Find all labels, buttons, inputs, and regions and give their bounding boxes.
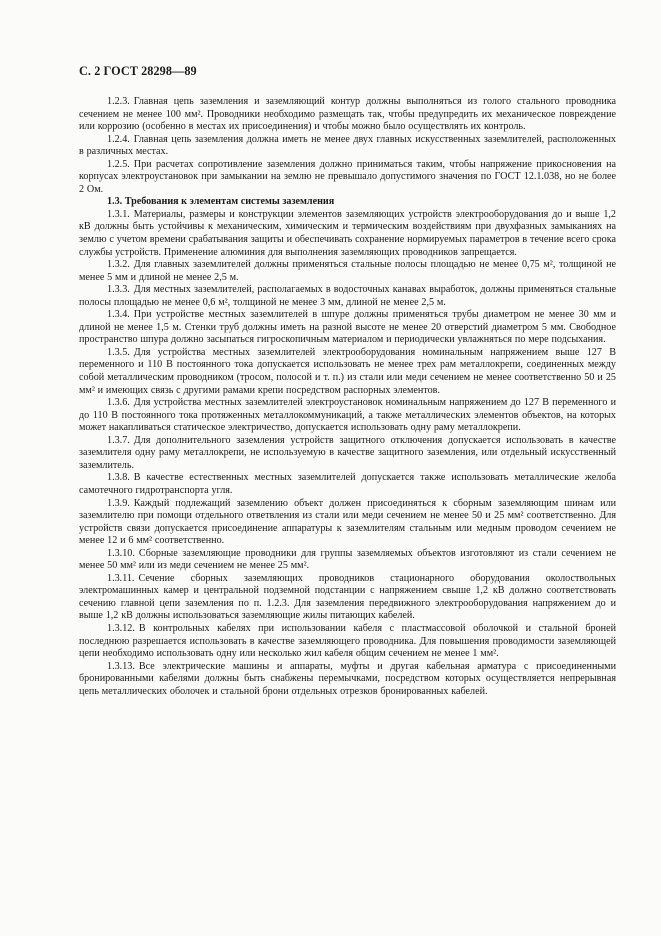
paragraph-1-3-1 xyxy=(79,209,616,259)
paragraph-text: При устройстве местных заземлителей в шпуре должны применяться трубы диаметром не менее 30 мм и длиной не менее 1,5 м. Стенки труб должны иметь на разной высоте не менее 20 отверстий диаметром 5 мм. Свободное пространство шпура должно засыпаться гигроскопичным материалом и периодически увлажняться по мере подсыхания. xyxy=(79,309,616,346)
paragraph-number: 1.3.11. xyxy=(107,572,135,584)
document-body xyxy=(79,96,616,698)
paragraph-1-3-13 xyxy=(79,661,616,699)
paragraph-1-3-9 xyxy=(79,498,616,548)
paragraph-text: Сборные заземляющие проводники для группы заземляемых объектов изготовляют из стали сечением не менее 50 мм² или из меди сечением не менее 25 мм². xyxy=(79,547,616,572)
paragraph-text: Для устройства местных заземлителей электроустановок номинальным напряжением до 127 В переменного и до 110 В постоянного тока протяженных металлокоммуникаций, а также металлических элементов объектов, на которых может накапливаться статическое электричество, допускается использовать одну раму металлокрепи. xyxy=(79,397,616,434)
paragraph-1-3-12 xyxy=(79,623,616,661)
paragraph-number: 1.2.3. xyxy=(107,96,130,107)
page-header: С. 2 ГОСТ 28298—89 xyxy=(79,64,197,78)
paragraph-number: 1.3.13. xyxy=(107,660,135,672)
paragraph-text: Все электрические машины и аппараты, муфты и другая кабельная арматура с присоединенными бронированными кабелями должны быть снабжены перемычками, посредством которых осуществляется непрерывная цепь металлических оболочек и стальной брони отдельных отрезков бронированных кабелей. xyxy=(79,660,616,697)
paragraph-text: В контрольных кабелях при использовании кабеля с пластмассовой оболочкой и стальной броней последнюю разрешается использовать в качестве заземляющего проводника. Для повышения проводимости заземляющей цепи необходимо использовать одну или несколько жил кабеля общим сечением не менее 1 мм². xyxy=(79,622,616,660)
paragraph-1-3-7 xyxy=(79,435,616,473)
paragraph-number: 1.3.2. xyxy=(107,259,130,271)
paragraph-number: 1.3.6. xyxy=(107,397,130,409)
paragraph-1-3-3 xyxy=(79,284,616,309)
paragraph-1-2-5 xyxy=(79,159,616,197)
paragraph-1-3-8 xyxy=(79,472,616,497)
paragraph-number: 1.3.9. xyxy=(107,497,130,509)
paragraph-number: 1.3.8. xyxy=(107,472,130,484)
paragraph-text: Каждый подлежащий заземлению объект должен присоединяться к сборным заземляющим шинам или заземлителю при помощи отдельного ответвления из стали или меди сечением не менее 50 и 25 мм² соответственно. Для устройств связи допускается присоединение аппаратуры к заземлителям стальным или медным проводом сечением не менее 12 и 6 мм² соответственно. xyxy=(79,497,616,547)
paragraph-1-3-10 xyxy=(79,548,616,573)
paragraph-number: 1.2.5. xyxy=(107,158,130,170)
paragraph-text: Для дополнительного заземления устройств защитного отключения допускается использовать в качестве заземлителя одну раму металлокрепи, не используемую в качестве защитного заземления, или отдельный искусственный заземлитель. xyxy=(79,434,616,471)
paragraph-number: 1.3.1. xyxy=(107,208,130,220)
paragraph-text: Для устройства местных заземлителей электрооборудования номинальным напряжением выше 127 В переменного и 110 В постоянного тока допускается использовать не менее трех рам металлокрепи, соединенных между собой металлическим проводником (тросом, полосой и т. п.) из стали или меди сечением не менее соответственно 50 и 25 мм² и имеющих связь с другими рамами крепи посредством распорных элементов. xyxy=(79,346,616,396)
paragraph-1-3-5 xyxy=(79,347,616,397)
paragraph-number: 1.3.10. xyxy=(107,547,135,559)
paragraph-text: Сечение сборных заземляющих проводников стационарного оборудования околоствольных электромашинных камер и центральной подземной подстанции с напряжением свыше 1,2 кВ должно соответствовать сечению главной цепи заземления по п. 1.2.3. Для заземления передвижного электрооборудования напряжением до и выше 1,2 кВ должны использоваться заземляющие жилы питающих кабелей. xyxy=(79,572,616,622)
paragraph-text: Для местных заземлителей, располагаемых в водосточных канавах выработок, должны применяться стальные полосы площадью не менее 0,6 м², толщиной не менее 3 мм, длиной не менее 2,5 м. xyxy=(79,284,616,308)
paragraph-1-3-2 xyxy=(79,259,616,284)
paragraph-text: Материалы, размеры и конструкции элементов заземляющих устройств электрооборудования до и выше 1,2 кВ должны быть устойчивы к механическим, химическим и термическим воздействиям при двухфазных замыканиях на землю с учетом времени срабатывания защиты и обеспечивать сохранение нормируемых параметров в течение всего срока службы устройств. Применение алюминия для выполнения заземляющих проводников запрещается. xyxy=(79,208,616,258)
paragraph-text: Главная цепь заземления должна иметь не менее двух главных искусственных заземлителей, расположенных в различных местах. xyxy=(79,133,616,158)
paragraph-text: В качестве естественных местных заземлителей допускается также использовать металлические желоба самотечного гидротранспорта угля. xyxy=(79,472,616,496)
paragraph-number: 1.2.4. xyxy=(107,133,130,145)
paragraph-1-2-3 xyxy=(79,96,616,134)
paragraph-1-2-4 xyxy=(79,134,616,159)
paragraph-1-3-11 xyxy=(79,573,616,623)
paragraph-text: Главная цепь заземления и заземляющий контур должны выполняться из голого стального проводника сечением не менее 100 мм². Проводники необходимо размещать так, чтобы предупредить их механическое повреждение или коррозию (особенно в местах их присоединения) и чтобы можно было осуществлять их контроль. xyxy=(79,96,616,133)
section-heading: 1.3. Требования к элементам системы заземления xyxy=(107,196,335,208)
paragraph-number: 1.3.5. xyxy=(107,346,130,358)
paragraph-number: 1.3.4. xyxy=(107,309,130,321)
paragraph-number: 1.3.7. xyxy=(107,434,130,446)
paragraph-text: При расчетах сопротивление заземления должно приниматься таким, чтобы напряжение прикосновения на корпусах электроустановок при замыкании на землю не превышало допустимого значения по ГОСТ 12.1.038, но не более 2 Ом. xyxy=(79,158,616,195)
paragraph-number: 1.3.12. xyxy=(107,622,135,634)
paragraph-text: Для главных заземлителей должны применяться стальные полосы площадью не менее 0,75 м², толщиной не менее 5 мм и длиной не менее 2,5 м. xyxy=(79,259,616,283)
paragraph-1-3-6 xyxy=(79,397,616,435)
paragraph-1-3-4 xyxy=(79,309,616,347)
paragraph-number: 1.3.3. xyxy=(107,284,130,296)
